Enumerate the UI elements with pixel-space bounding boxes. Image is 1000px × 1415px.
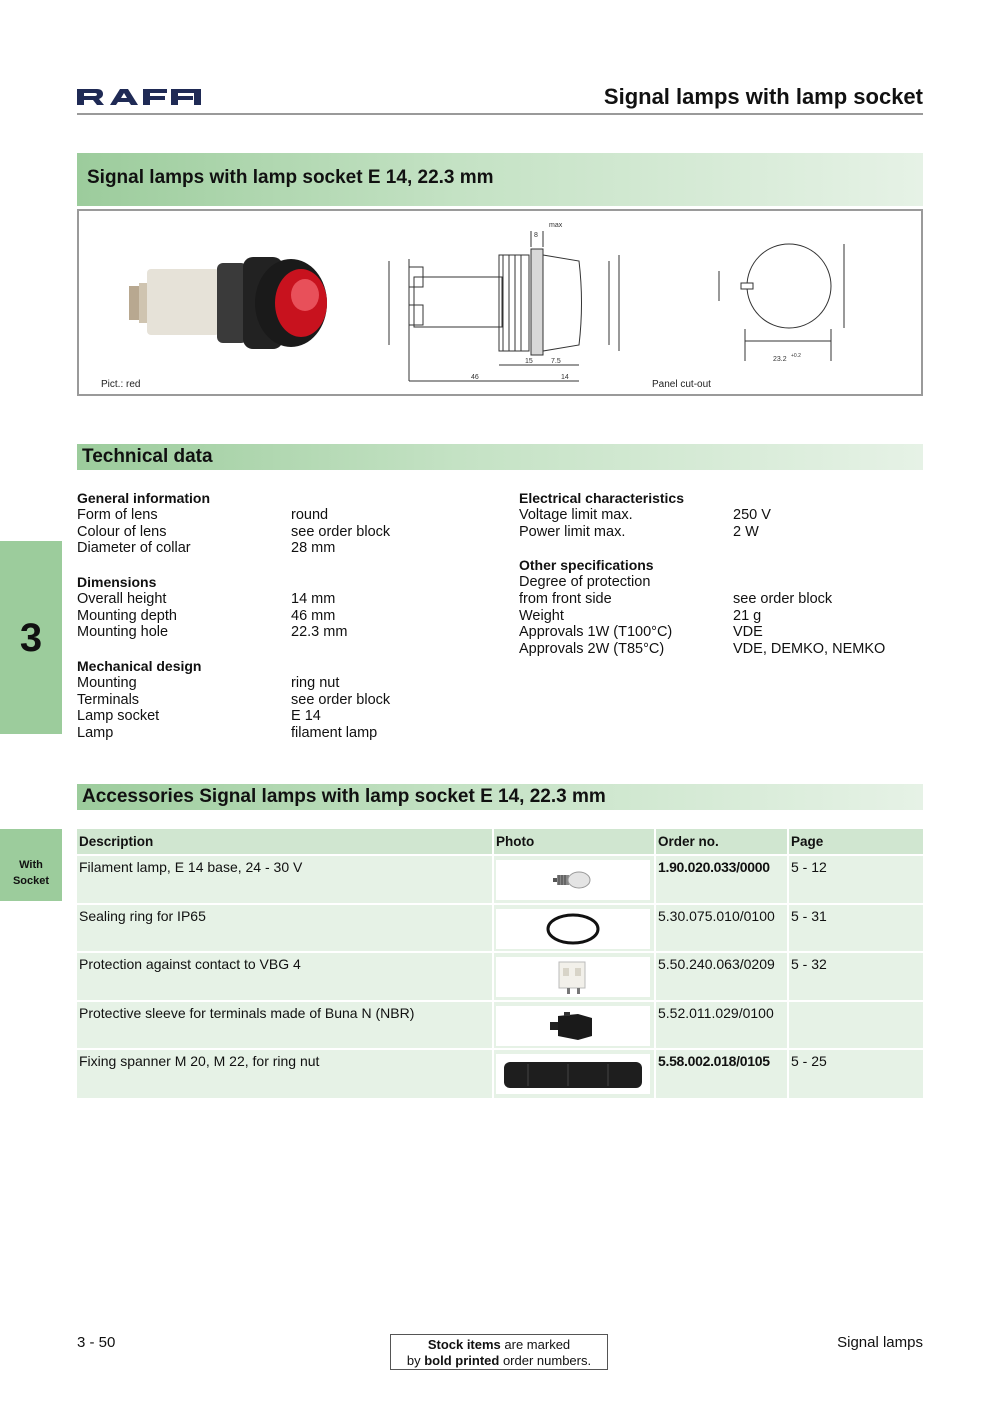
lamp-photo [129,257,327,349]
contact-protection-icon [496,957,650,997]
chapter-number: 3 [19,616,43,660]
table-row [77,1001,923,1050]
header-divider [77,113,923,115]
spec-row [77,524,390,541]
spec-spacer [77,641,390,658]
spec-value: 46 mm [291,607,336,624]
spec-row [519,524,885,541]
product-figure [77,209,923,396]
svg-text:46: 46 [471,374,479,381]
product-section-title: Signal lamps with lamp socket E 14, 22.3 mm [87,167,494,188]
spec-key: Terminals [77,691,140,708]
spec-key: Mounting depth [77,607,177,624]
spec-value: 2 W [733,523,759,540]
accessory-page: 5 - 25 [788,1049,923,1098]
spec-value: 28 mm [291,540,336,557]
page-number: 3 - 50 [77,1334,116,1351]
spec-key: Power limit max. [519,523,626,540]
spec-row [77,608,390,625]
product-section-band [77,153,923,206]
accessory-page: 5 - 12 [788,855,923,904]
spec-value: see order block [291,523,391,540]
panel-cutout-caption: Panel cut-out [652,379,711,390]
spec-group-title: Other specifications [519,557,654,574]
spec-key: Degree of protection [519,573,651,590]
chapter-tab [0,541,62,734]
accessory-photo-cell [493,1049,655,1098]
spec-column-left [77,490,390,742]
accessory-order-number: 5.52.011.029/0100 [655,1001,788,1050]
stock-note: Stock items are marked by bold printed order numbers. [390,1334,608,1370]
accessory-photo-cell [493,855,655,904]
panel-cutout-drawing [719,244,844,361]
spec-spacer [77,557,390,574]
spec-row [77,507,390,524]
side-view-drawing [389,231,619,381]
svg-text:15: 15 [525,358,533,365]
table-row [77,952,923,1001]
spec-group-title: General information [77,490,211,506]
accessory-description: Fixing spanner M 20, M 22, for ring nut [77,1049,493,1098]
protective-sleeve-icon [496,1006,650,1046]
spec-key: Voltage limit max. [519,506,633,523]
spec-row [519,591,885,608]
with-socket-label: With Socket [12,859,50,887]
col-header-photo: Photo [493,829,655,855]
with-socket-tab [0,829,62,901]
accessory-order-number: 1.90.020.033/0000 [655,855,788,904]
spec-value: 250 V [733,506,771,523]
accessory-order-number: 5.50.240.063/0209 [655,952,788,1001]
footer-section-name: Signal lamps [837,1334,923,1351]
accessory-description: Protection against contact to VBG 4 [77,952,493,1001]
spec-row [77,725,390,742]
spec-value: filament lamp [291,725,378,742]
spec-row [77,708,390,725]
accessories-table [77,829,923,1098]
accessory-description: Filament lamp, E 14 base, 24 - 30 V [77,855,493,904]
svg-text:max: max [549,222,563,229]
rafi-logo [77,88,201,106]
spec-value: VDE [733,624,763,641]
accessory-order-number: 5.30.075.010/0100 [655,904,788,953]
spec-value: E 14 [291,708,321,725]
spec-row [519,608,885,625]
accessory-order-number: 5.58.002.018/0105 [655,1049,788,1098]
accessories-title: Accessories Signal lamps with lamp socket E 14, 22.3 mm [82,786,606,807]
spec-key: from front side [519,590,612,607]
spec-value: round [291,506,329,523]
spec-group-title: Electrical characteristics [519,490,684,506]
spec-value: 21 g [733,607,762,624]
spec-key: Approvals 1W (T100°C) [519,624,673,641]
spec-row [77,591,390,608]
spec-value: see order block [733,590,833,607]
technical-data-band [77,444,923,470]
accessories-band [77,784,923,810]
col-header-description: Description [77,829,493,855]
spec-value: see order block [291,691,391,708]
svg-text:8: 8 [534,232,538,239]
spec-key: Form of lens [77,506,158,523]
spec-key: Weight [519,607,564,624]
accessory-page: 5 - 31 [788,904,923,953]
table-row [77,1049,923,1098]
spec-key: Overall height [77,590,167,607]
accessory-page [788,1001,923,1050]
accessory-photo-cell [493,952,655,1001]
table-row [77,855,923,904]
spec-key: Mounting hole [77,624,169,641]
spec-key: Mounting [77,674,137,691]
spec-value: VDE, DEMKO, NEMKO [733,641,886,658]
svg-text:14: 14 [561,374,569,381]
accessory-description: Sealing ring for IP65 [77,904,493,953]
spec-spacer [519,540,885,557]
spec-row [519,641,885,658]
col-header-order: Order no. [655,829,788,855]
col-header-page: Page [788,829,923,855]
accessory-description: Protective sleeve for terminals made of Buna N (NBR) [77,1001,493,1050]
spec-group-title: Dimensions [77,573,157,590]
spec-value: 22.3 mm [291,624,348,641]
spec-key: Lamp [77,725,114,742]
spec-column-right [519,490,885,658]
accessory-photo-cell [493,1001,655,1050]
fixing-spanner-icon [496,1054,650,1094]
spec-value: 14 mm [291,590,336,607]
spec-row [519,507,885,524]
svg-text:+0.2: +0.2 [791,353,801,359]
table-header-row [77,829,923,855]
spec-row [519,574,885,591]
spec-row [77,624,390,641]
table-row [77,904,923,953]
page-header-title: Signal lamps with lamp socket [603,84,923,109]
spec-key: Colour of lens [77,523,167,540]
spec-row [519,624,885,641]
spec-key: Approvals 2W (T85°C) [519,641,665,658]
svg-text:7.5: 7.5 [551,358,561,365]
product-drawings [79,211,921,394]
accessory-page: 5 - 32 [788,952,923,1001]
spec-row [77,540,390,557]
spec-key: Lamp socket [77,708,160,725]
filament-lamp-icon [496,860,650,900]
spec-row [77,675,390,692]
photo-caption: Pict.: red [101,379,141,390]
spec-key: Diameter of collar [77,540,191,557]
accessory-photo-cell [493,904,655,953]
spec-value: ring nut [291,674,340,691]
spec-group-title: Mechanical design [77,657,202,674]
spec-row [77,692,390,709]
technical-data-title: Technical data [82,446,213,467]
svg-text:23.2: 23.2 [773,356,787,363]
sealing-ring-icon [496,909,650,949]
